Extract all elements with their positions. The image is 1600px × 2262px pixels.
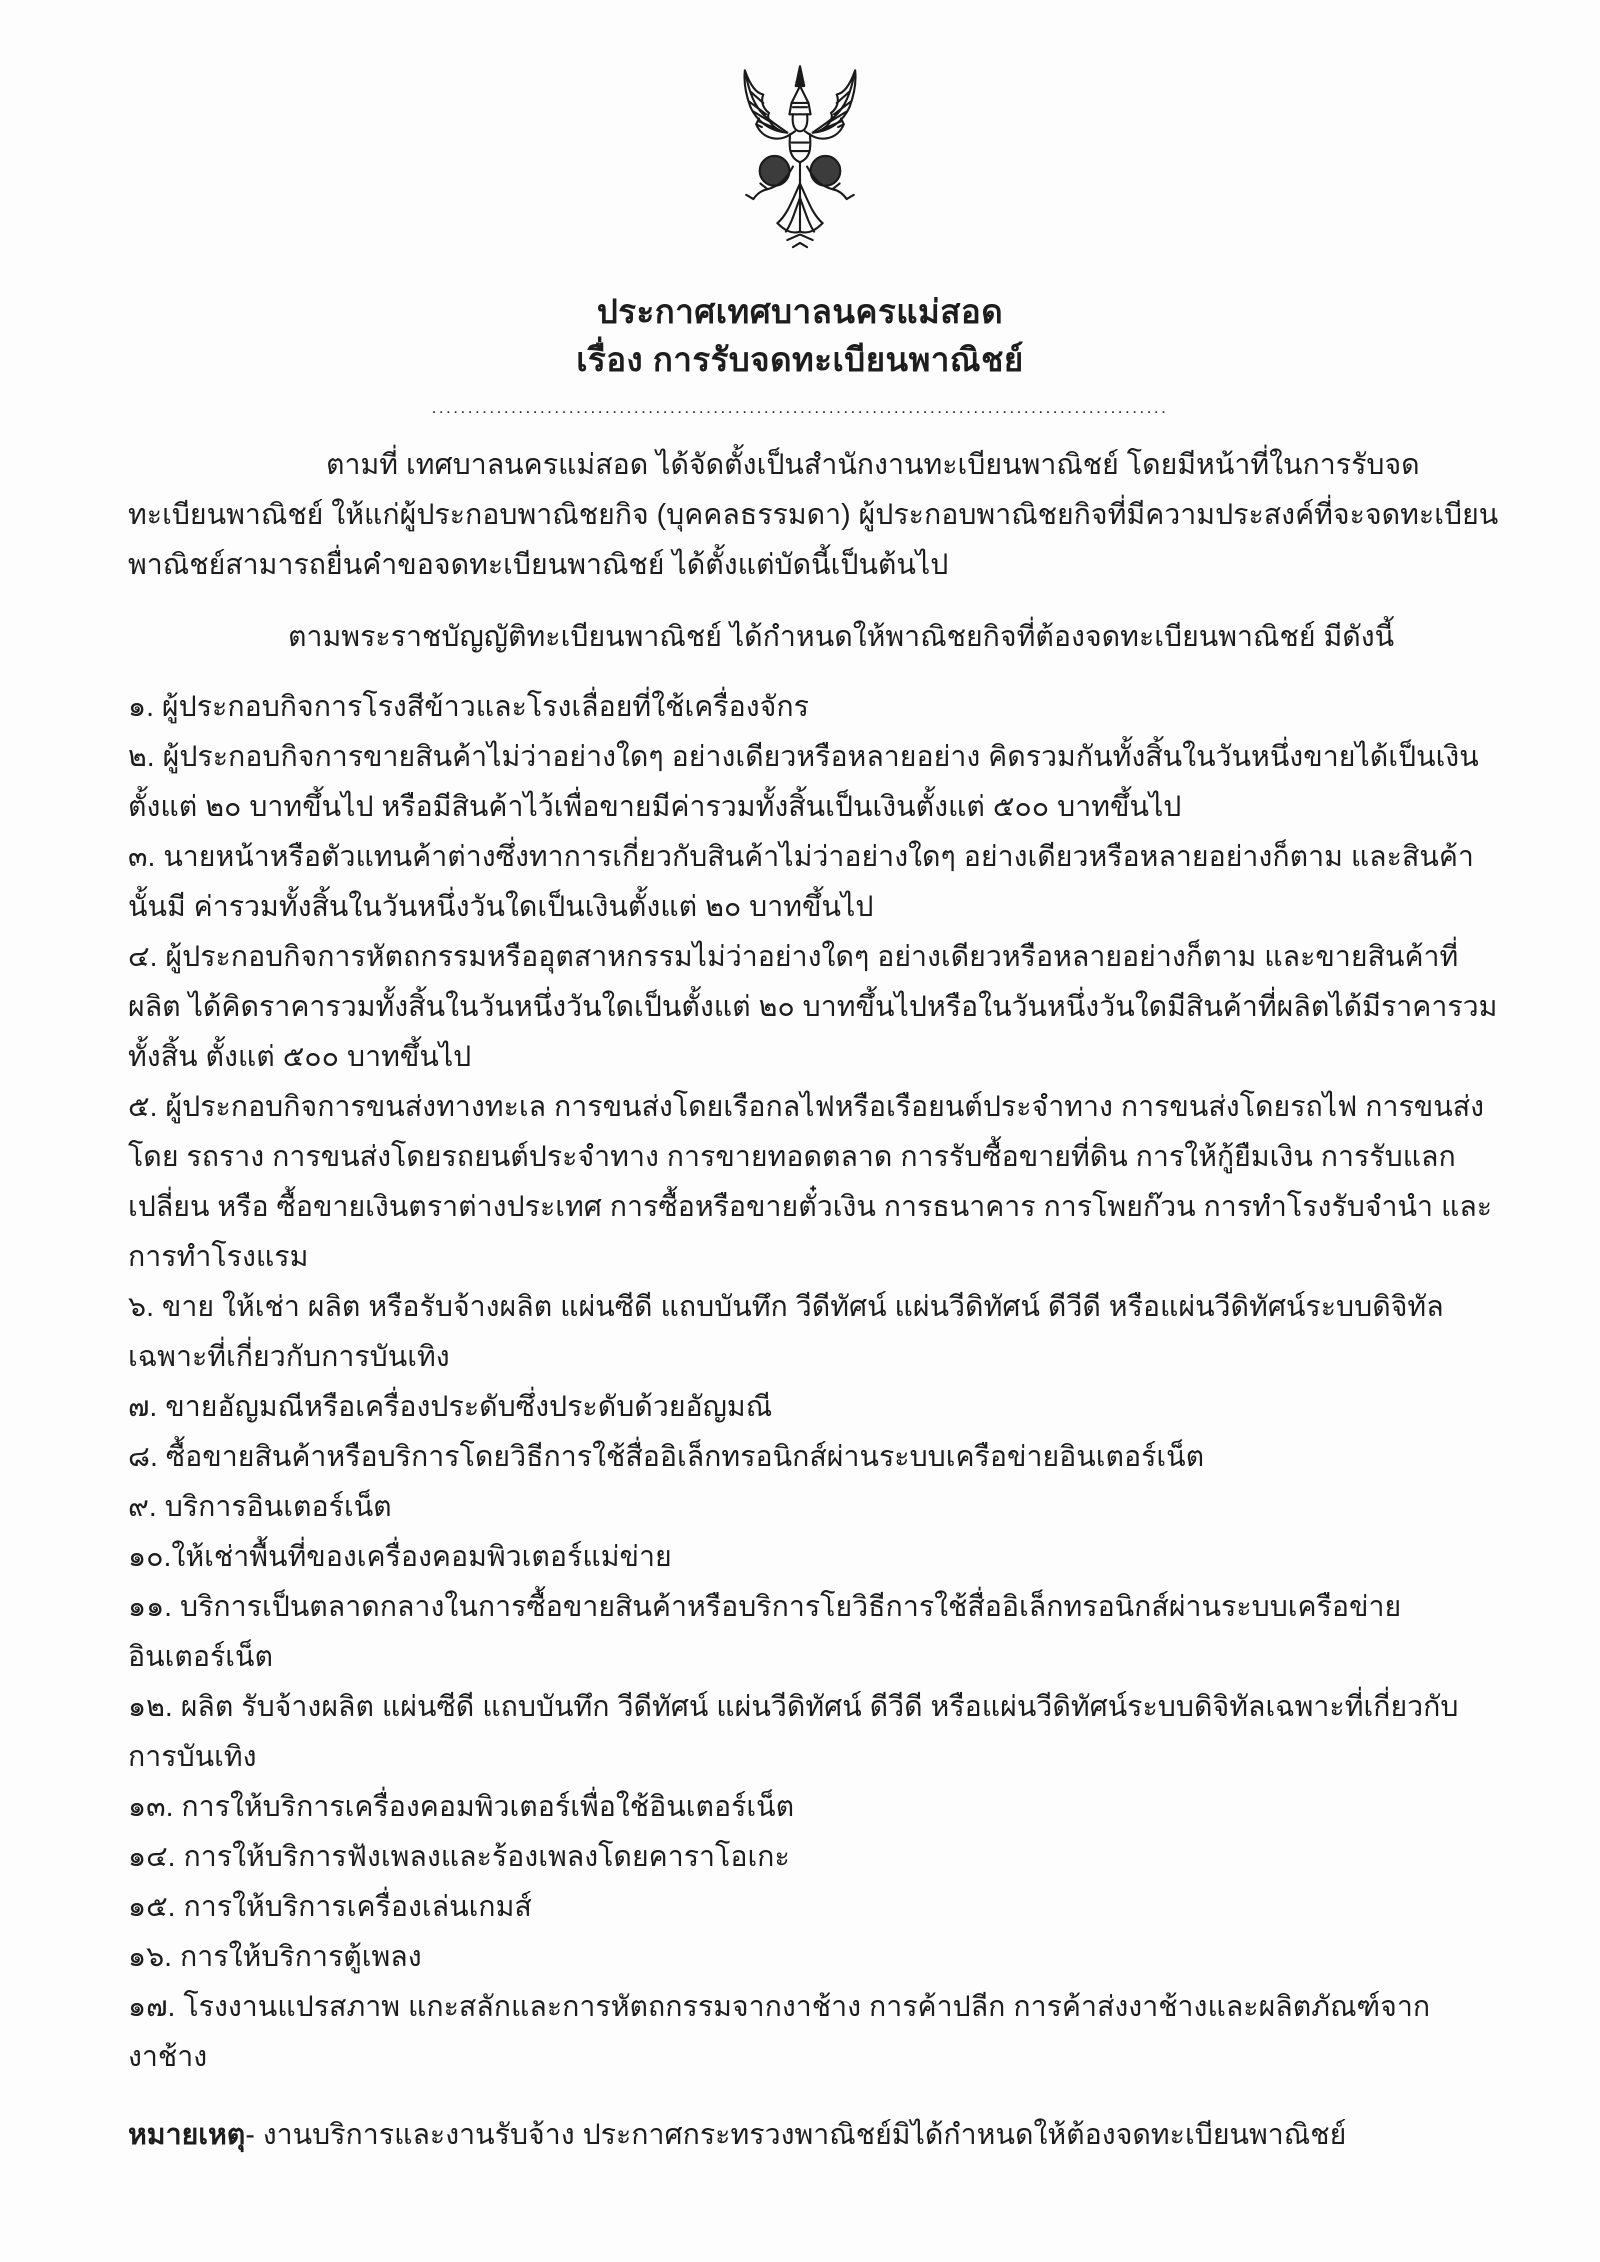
dotted-divider: ......................................................................................................	[431, 398, 1169, 418]
document-body	[0, 416, 1600, 2160]
document-header	[0, 0, 1600, 416]
list-item-8: ๘. ซื้อขายสินค้าหรือบริการโดยวิธีการใช้สื่ออิเล็กทรอนิกส์ผ่านระบบเครือข่ายอินเตอร์เน็ต	[128, 1441, 1205, 1474]
document-subject: เรื่อง การรับจดทะเบียนพาณิชย์	[576, 340, 1024, 378]
list-item-15: ๑๕. การให้บริการเครื่องเล่นเกมส์	[128, 1891, 532, 1924]
garuda-emblem-icon	[715, 62, 885, 274]
list-item-12: ๑๒. ผลิต รับจ้างผลิต แผ่นซีดี แถบบันทึก วีดีทัศน์ แผ่นวีดิทัศน์ ดีวีดี หรือแผ่นวีดิทัศน์ระบบดิจิทัลเฉพาะที่เกี่ยวกับ การบันเทิง	[128, 1691, 1459, 1774]
list-item-17: ๑๗. โรงงานแปรสภาพ แกะสลักและการหัตถกรรมจากงาช้าง การค้าปลีก การค้าส่งงาช้างและผลิตภัณฑ์จากงาช้าง	[128, 1991, 1431, 2074]
intro-paragraph: ตามที่ เทศบาลนครแม่สอด ได้จัดตั้งเป็นสำนักงานทะเบียนพาณิชย์ โดยมีหน้าที่ในการรับจดทะเบียนพาณิชย์ ให้แก่ผู้ประกอบพาณิชยกิจ (บุคคลธรรมดา) ผู้ประกอบพาณิชยกิจที่มีความประสงค์ที่จะจดทะเบียนพาณิชย์สามารถยื่นคำขอจดทะเบียนพาณิชย์ ได้ตั้งแต่บัดนี้เป็นต้นไป	[128, 449, 1499, 582]
list-item-1: ๑. ผู้ประกอบกิจการโรงสีข้าวและโรงเลื่อยที่ใช้เครื่องจักร	[128, 691, 809, 724]
list-item-4: ๔. ผู้ประกอบกิจการหัตถกรรมหรืออุตสาหกรรมไม่ว่าอย่างใดๆ อย่างเดียวหรือหลายอย่างก็ตาม และขายสินค้าที่ผลิต ได้คิดราคารวมทั้งสิ้นในวันหนึ่งวันใดเป็นตั้งแต่ ๒๐ บาทขึ้นไปหรือในวันหนึ่งวันใดมีสินค้าที่ผลิตได้มีราคารวมทั้งสิ้น ตั้งแต่ ๕๐๐ บาทขึ้นไป	[128, 941, 1498, 1074]
document-title: ประกาศเทศบาลนครแม่สอด	[596, 293, 1004, 330]
list-item-9: ๙. บริการอินเตอร์เน็ต	[128, 1491, 392, 1524]
list-item-3: ๓. นายหน้าหรือตัวแทนค้าต่างซึ่งทาการเกี่ยวกับสินค้าไม่ว่าอย่างใดๆ อย่างเดียวหรือหลายอย่างก็ตาม และสินค้านั้นมี ค่ารวมทั้งสิ้นในวันหนึ่งวันใดเป็นเงินตั้งแต่ ๒๐ บาทขึ้นไป	[128, 841, 1474, 924]
list-item-16: ๑๖. การให้บริการตู้เพลง	[128, 1941, 422, 1974]
list-item-10: ๑๐.ให้เช่าพื้นที่ของเครื่องคอมพิวเตอร์แม่ข่าย	[128, 1541, 672, 1574]
act-paragraph: ตามพระราชบัญญัติทะเบียนพาณิชย์ ได้กำหนดให้พาณิชยกิจที่ต้องจดทะเบียนพาณิชย์ มีดังนี้	[288, 621, 1395, 654]
footnote	[128, 2110, 1504, 2160]
footnote-text: - งานบริการและงานรับจ้าง ประกาศกระทรวงพาณิชย์มิได้กำหนดให้ต้องจดทะเบียนพาณิชย์	[245, 2119, 1347, 2152]
list-item-5: ๕. ผู้ประกอบกิจการขนส่งทางทะเล การขนส่งโดยเรือกลไฟหรือเรือยนต์ประจำทาง การขนส่งโดยรถไฟ การขนส่งโดย รถราง การขนส่งโดยรถยนต์ประจำทาง การขายทอดตลาด การรับซื้อขายที่ดิน การให้กู้ยืมเงิน การรับแลกเปลี่ยน หรือ ซื้อขายเงินตราต่างประเทศ การซื้อหรือขายตั๋วเงิน การธนาคาร การโพยก๊วน การทำโรงรับจำนำ และการทำโรงแรม	[128, 1091, 1493, 1274]
list-item-6: ๖. ขาย ให้เช่า ผลิต หรือรับจ้างผลิต แผ่นซีดี แถบบันทึก วีดีทัศน์ แผ่นวีดิทัศน์ ดีวีดี หรือแผ่นวีดิทัศน์ระบบดิจิทัล เฉพาะที่เกี่ยวกับการบันเทิง	[128, 1291, 1444, 1374]
list-item-14: ๑๔. การให้บริการฟังเพลงและร้องเพลงโดยคาราโอเกะ	[128, 1841, 790, 1874]
list-item-11: ๑๑. บริการเป็นตลาดกลางในการซื้อขายสินค้าหรือบริการโยวิธีการใช้สื่ออิเล็กทรอนิกส์ผ่านระบบเครือข่ายอินเตอร์เน็ต	[128, 1591, 1402, 1674]
footnote-label: หมายเหตุ	[128, 2119, 246, 2152]
list-item-2: ๒. ผู้ประกอบกิจการขายสินค้าไม่ว่าอย่างใดๆ อย่างเดียวหรือหลายอย่าง คิดรวมกันทั้งสิ้นในวันหนึ่งขายได้เป็นเงิน ตั้งแต่ ๒๐ บาทขึ้นไป หรือมีสินค้าไว้เพื่อขายมีค่ารวมทั้งสิ้นเป็นเงินตั้งแต่ ๕๐๐ บาทขึ้นไป	[128, 741, 1479, 824]
list-item-7: ๗. ขายอัญมณีหรือเครื่องประดับซึ่งประดับด้วยอัญมณี	[128, 1391, 773, 1424]
list-item-13: ๑๓. การให้บริการเครื่องคอมพิวเตอร์เพื่อใช้อินเตอร์เน็ต	[128, 1791, 795, 1824]
registrable-business-list	[128, 682, 1504, 2082]
